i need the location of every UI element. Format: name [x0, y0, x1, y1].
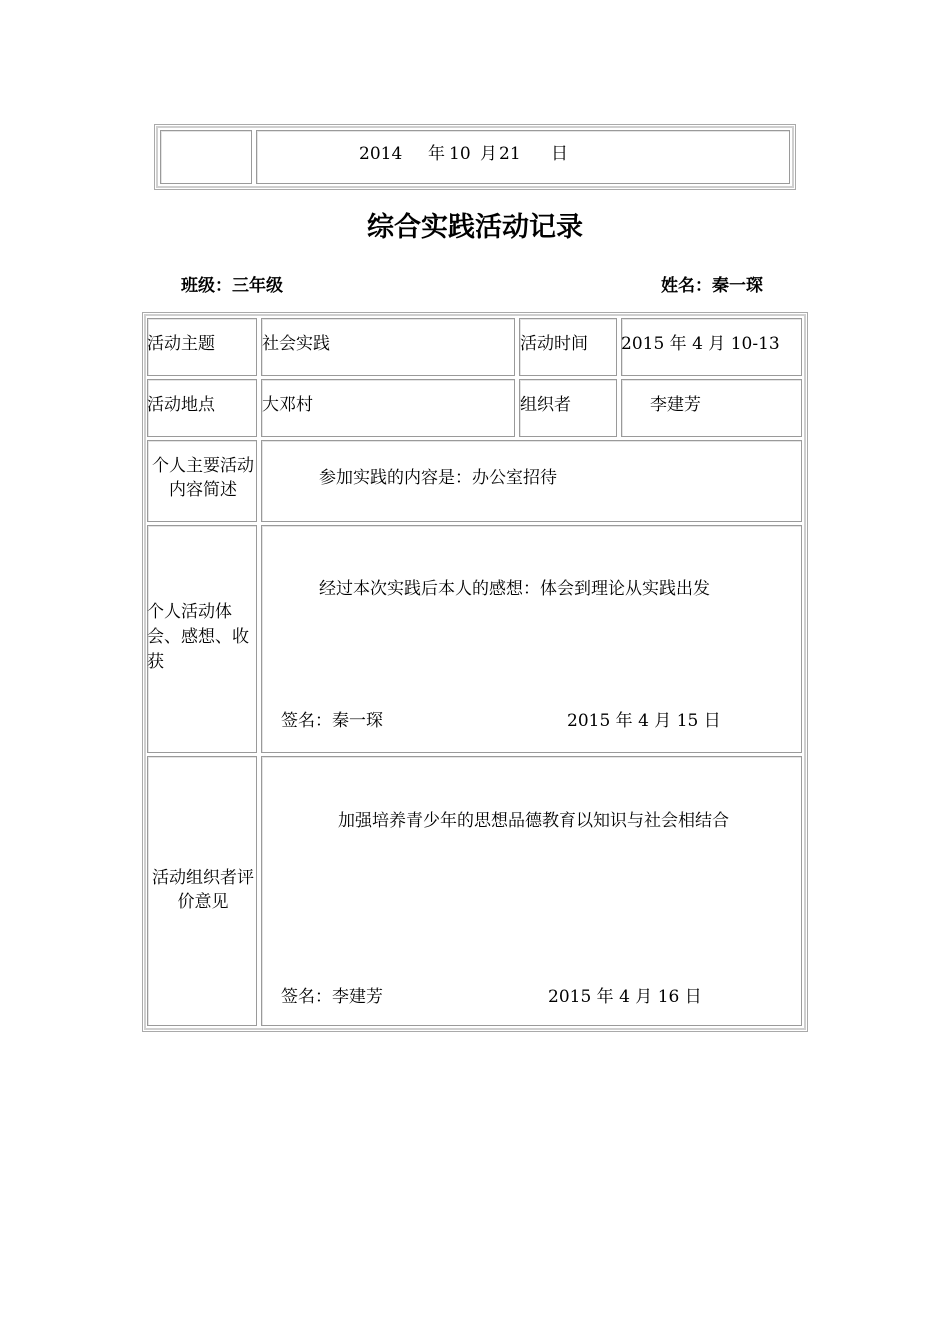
eval-label-line-1: 活动组织者评 — [152, 868, 254, 888]
date-day: 21 — [499, 144, 521, 164]
date-box-left-cell — [160, 130, 252, 184]
date-year: 2014 — [359, 144, 403, 164]
eval-label-line-2: 价意见 — [177, 892, 229, 912]
theme-label: 活动主题 — [147, 334, 215, 354]
feeling-signature: 签名：秦一琛 — [281, 711, 383, 731]
date-month-unit: 月 — [480, 144, 497, 164]
date-year-unit: 年 — [428, 144, 445, 164]
time-label: 活动时间 — [520, 334, 588, 354]
name-label: 姓名：秦一琛 — [661, 276, 763, 296]
place-label: 活动地点 — [147, 395, 215, 415]
theme-value: 社会实践 — [262, 334, 330, 354]
date-month: 10 — [449, 144, 471, 164]
content-value: 参加实践的内容是：办公室招待 — [319, 468, 557, 488]
time-value: 2015 年 4 月 10-13 — [621, 334, 780, 354]
eval-date: 2015 年 4 月 16 日 — [548, 987, 702, 1007]
feeling-value: 经过本次实践后本人的感想：体会到理论从实践出发 — [319, 579, 710, 599]
date-box-right-cell — [256, 130, 790, 184]
content-label-line-1: 个人主要活动 — [152, 456, 254, 476]
class-label: 班级：三年级 — [181, 276, 283, 296]
feeling-label-line-1: 个人活动体 — [147, 602, 232, 622]
feeling-label-line-2: 会、感想、收 — [147, 627, 249, 647]
place-value: 大邓村 — [262, 395, 313, 415]
feeling-date: 2015 年 4 月 15 日 — [567, 711, 721, 731]
page-title: 综合实践活动记录 — [367, 212, 583, 243]
organizer-value-cell — [621, 379, 802, 437]
organizer-label: 组织者 — [520, 395, 571, 415]
organizer-value: 李建芳 — [650, 395, 701, 415]
eval-signature: 签名：李建芳 — [281, 987, 383, 1007]
eval-value: 加强培养青少年的思想品德教育以知识与社会相结合 — [338, 811, 729, 831]
content-label-line-2: 内容简述 — [169, 480, 237, 500]
feeling-label-line-3: 获 — [147, 652, 164, 672]
date-day-unit: 日 — [551, 144, 568, 164]
